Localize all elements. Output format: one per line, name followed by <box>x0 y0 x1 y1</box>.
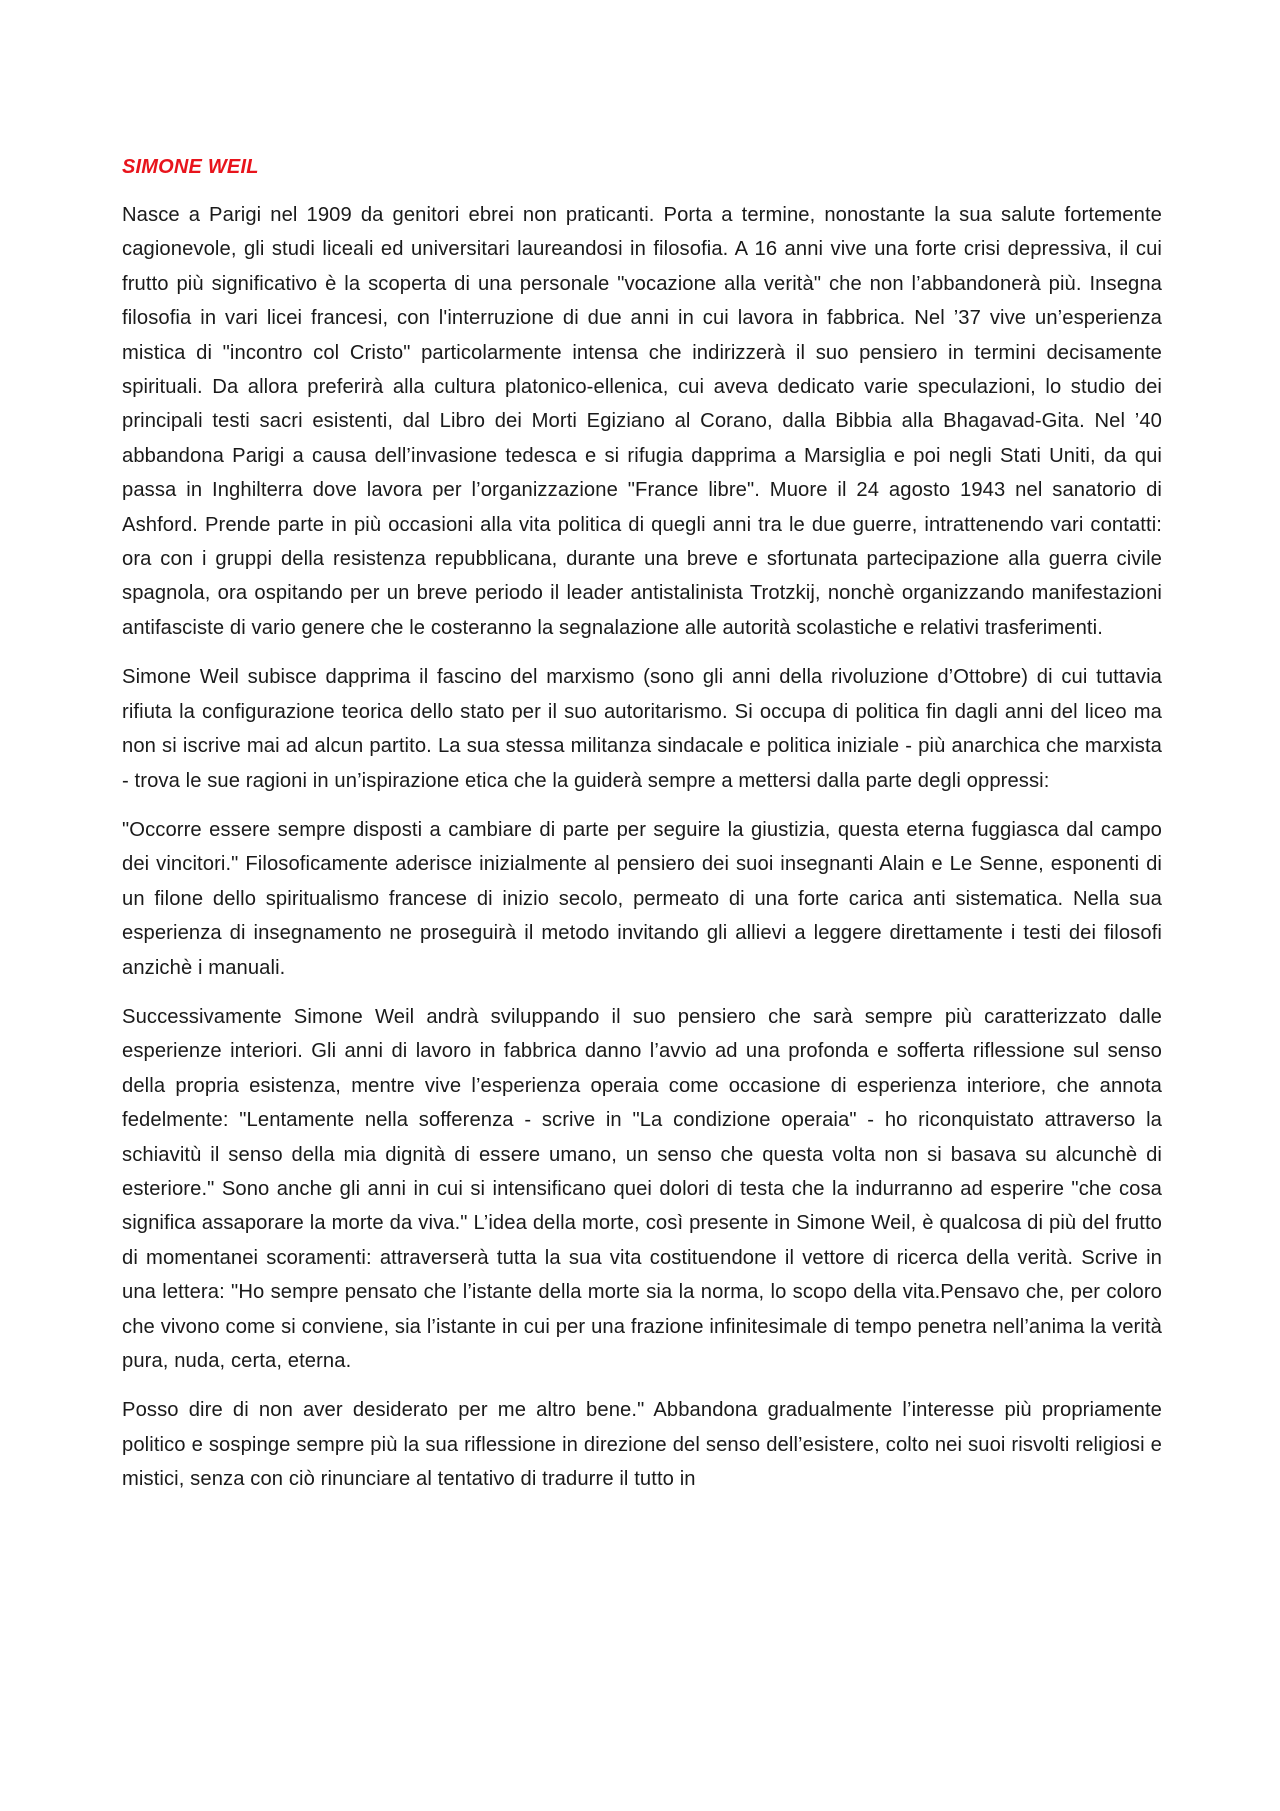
paragraph-philosophy: "Occorre essere sempre disposti a cambiare di parte per seguire la giustizia, questa eterna fuggiasca dal campo dei vincitori." Filosoficamente aderisce inizialmente al pensiero dei suoi insegnanti Alain e Le Senne, esponenti di un filone dello spiritualismo francese di inizio secolo, permeato di una forte carica anti sistematica. Nella sua esperienza di insegnamento ne proseguirà il metodo invitando gli allievi a leggere direttamente i testi dei filosofi anzichè i manuali. <box>122 818 1162 979</box>
paragraph-marxism: Simone Weil subisce dapprima il fascino del marxismo (sono gli anni della rivoluzione d’Ottobre) di cui tuttavia rifiuta la configurazione teorica dello stato per il suo autoritarismo. Si occupa di politica fin dagli anni del liceo ma non si iscrive mai ad alcun partito. La sua stessa militanza sindacale e politica iniziale - più anarchica che marxista - trova le sue ragioni in un’ispirazione etica che la guiderà sempre a mettersi dalla parte degli oppressi: <box>122 666 1162 792</box>
document-title: SIMONE WEIL <box>122 156 259 178</box>
paragraph-conclusion: Posso dire di non aver desiderato per me altro bene." Abbandona gradualmente l’interesse più propriamente politico e sospinge sempre più la sua riflessione in direzione del senso dell’esistere, colto nei suoi risvolti religiosi e mistici, senza con ciò rinunciare al tentativo di tradurre il tutto in <box>122 1399 1162 1491</box>
document-body <box>122 150 1162 1512</box>
paragraph-biography: Nasce a Parigi nel 1909 da genitori ebrei non praticanti. Porta a termine, nonostante la sua salute fortemente cagionevole, gli studi liceali ed universitari laureandosi in filosofia. A 16 anni vive una forte crisi depressiva, il cui frutto più significativo è la scoperta di una personale "vocazione alla verità" che non l’abbandonerà più. Insegna filosofia in vari licei francesi, con l'interruzione di due anni in cui lavora in fabbrica. Nel ’37 vive un’esperienza mistica di "incontro col Cristo" particolarmente intensa che indirizzerà il suo pensiero in termini decisamente spirituali. Da allora preferirà alla cultura platonico-ellenica, cui aveva dedicato varie speculazioni, lo studio dei principali testi sacri esistenti, dal Libro dei Morti Egiziano al Corano, dalla Bibbia alla Bhagavad-Gita. Nel ’40 abbandona Parigi a causa dell’invasione tedesca e si rifugia dapprima a Marsiglia e poi negli Stati Uniti, da qui passa in Inghilterra dove lavora per l’organizzazione "France libre". Muore il 24 agosto 1943 nel sanatorio di Ashford. Prende parte in più occasioni alla vita politica di quegli anni tra le due guerre, intrattenendo vari contatti: ora con i gruppi della resistenza repubblicana, durante una breve e sfortunata partecipazione alla guerra civile spagnola, ora ospitando per un breve periodo il leader antistalinista Trotzkij, nonchè organizzando manifestazioni antifasciste di vario genere che le costeranno la segnalazione alle autorità scolastiche e relativi trasferimenti. <box>122 204 1162 639</box>
paragraph-inner-experience: Successivamente Simone Weil andrà sviluppando il suo pensiero che sarà sempre più caratterizzato dalle esperienze interiori. Gli anni di lavoro in fabbrica danno l’avvio ad una profonda e sofferta riflessione sul senso della propria esistenza, mentre vive l’esperienza operaia come occasione di esperienza interiore, che annota fedelmente: "Lentamente nella sofferenza - scrive in "La condizione operaia" - ho riconquistato attraverso la schiavitù il senso della mia dignità di essere umano, un senso che questa volta non si basava su alcunchè di esteriore." Sono anche gli anni in cui si intensificano quei dolori di testa che la indurranno ad esperire "che cosa significa assaporare la morte da viva." L’idea della morte, così presente in Simone Weil, è qualcosa di più del frutto di momentanei scoramenti: attraverserà tutta la sua vita costituendone il vettore di ricerca della verità. Scrive in una lettera: "Ho sempre pensato che l’istante della morte sia la norma, lo scopo della vita.Pensavo che, per coloro che vivono come si conviene, sia l’istante in cui per una frazione infinitesimale di tempo penetra nell’anima la verità pura, nuda, certa, eterna. <box>122 1005 1162 1372</box>
